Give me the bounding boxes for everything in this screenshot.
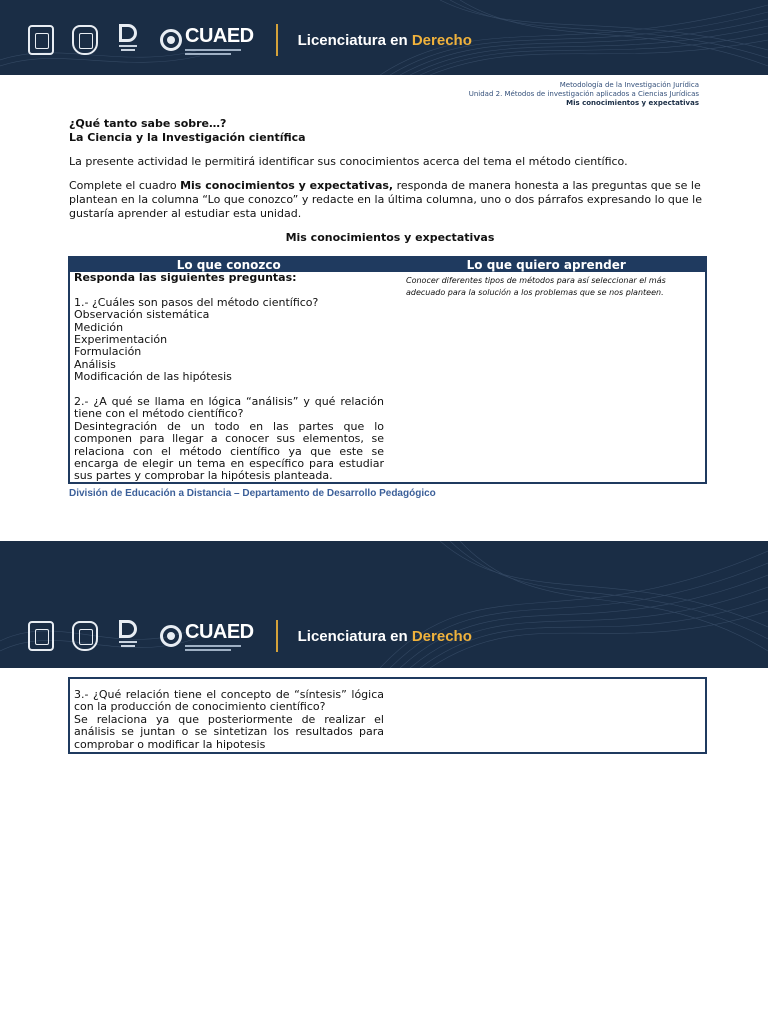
question-title: ¿Qué tanto sabe sobre…?: [69, 117, 227, 130]
instructions-paragraph: Complete el cuadro Mis conocimientos y expectativas, responda de manera honesta a las preguntas que se le plantean en la columna “Lo que conozco” y redacte en la última columna, uno o dos párrafos expresando lo que le gustaría aprender al estudiar esta unidad.: [69, 179, 702, 220]
logo-row: [28, 620, 472, 652]
table-instructions: Responda las siguientes preguntas:: [74, 271, 297, 284]
cuaed-logo-text: CUAED: [185, 24, 254, 47]
col-learn-header: Lo que quiero aprender: [466, 258, 626, 272]
program-title: Licenciatura en Derecho: [297, 31, 472, 49]
page2-header-banner: [0, 541, 768, 668]
table-title: Mis conocimientos y expectativas: [285, 231, 495, 244]
unam-seal-icon: [28, 621, 54, 651]
course-name: Metodología de la Investigación Jurídica: [559, 81, 699, 89]
question-3: 3.- ¿Qué relación tiene el concepto de “síntesis” lógica con la producción de conocimiento científico?: [74, 688, 384, 714]
question-1: 1.- ¿Cuáles son pasos del método científico?: [74, 295, 319, 309]
learn-text: Conocer diferentes tipos de métodos para así seleccionar el más adecuado para la solución a los problemas que se nos planteen.: [406, 276, 666, 297]
cuaed-logo: [160, 26, 254, 55]
logo-divider: [276, 620, 278, 652]
faculty-shield-icon: [72, 25, 98, 55]
answer-item: Observación sistemática: [74, 308, 210, 322]
answer-3: Se relaciona ya que posteriormente de realizar el análisis se juntan o se sintetizan los resultados para comprobar o modificar la hipotesis: [74, 712, 384, 751]
cuaed-logo: [160, 622, 254, 651]
logo-divider: [276, 24, 278, 56]
ded-logo-icon: [116, 620, 140, 652]
faculty-shield-icon: [72, 621, 98, 651]
footer-text: División de Educación a Distancia – Departamento de Desarrollo Pedagógico: [69, 488, 436, 499]
cuaed-ring-icon: [160, 29, 182, 51]
knowledge-table: [68, 256, 707, 484]
learn-column: [384, 272, 705, 483]
header-banner: [0, 0, 768, 75]
course-info: [469, 81, 699, 108]
intro-paragraph: La presente actividad le permitirá identificar sus conocimientos acerca del tema el método científico.: [69, 155, 628, 168]
intro-content: [69, 117, 711, 245]
ded-logo-icon: [116, 24, 140, 56]
answer-item: Formulación: [74, 345, 142, 359]
answer-item: Análisis: [74, 357, 116, 371]
answer-2: Desintegración de un todo en las partes que lo componen para llegar a conocer sus elementos, se relaciona con el método científico ya que este se encarga de elegir un tema en específico para estudiar sus partes y comprobar la hipótesis planteada.: [74, 419, 384, 483]
cuaed-ring-icon: [160, 625, 182, 647]
activity-name: Mis conocimientos y expectativas: [566, 99, 699, 107]
answer-item: Medición: [74, 320, 124, 334]
topic-title: La Ciencia y la Investigación científica: [69, 131, 306, 144]
question-2: 2.- ¿A qué se llama en lógica “análisis” y qué relación tiene con el método científico?: [74, 395, 384, 421]
cuaed-logo-text: CUAED: [185, 620, 254, 643]
known-column: [70, 272, 384, 483]
answer-item: Modificación de las hipótesis: [74, 370, 232, 384]
logo-row: [28, 24, 472, 56]
col-known-header: Lo que conozco: [176, 258, 281, 272]
known-column: [70, 679, 384, 751]
answer-item: Experimentación: [74, 333, 168, 347]
program-title: Licenciatura en Derecho: [297, 627, 472, 645]
unit-name: Unidad 2. Métodos de investigación aplicados a Ciencias Jurídicas: [468, 90, 699, 98]
knowledge-table-continued: [68, 677, 707, 754]
table-header: [70, 258, 705, 272]
unam-seal-icon: [28, 25, 54, 55]
table-body: [70, 272, 705, 483]
